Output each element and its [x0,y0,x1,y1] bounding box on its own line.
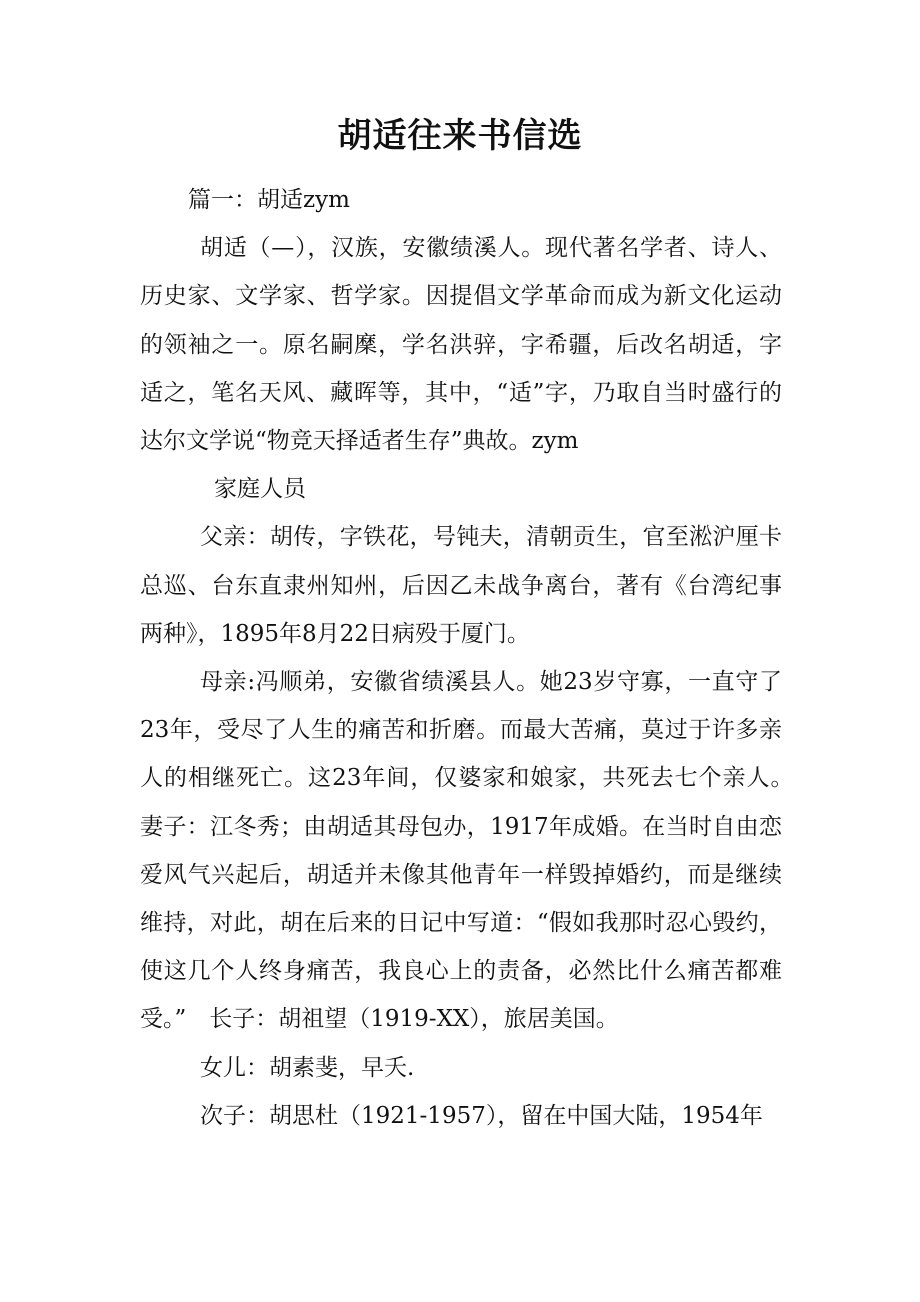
father-paragraph: 父亲：胡传，字铁花，号钝夫，清朝贡生，官至淞沪厘卡总巡、台东直隶州知州，后因乙未战争离台，著有《台湾纪事两种》，1895年8月22日病殁于厦门。 [140,524,782,647]
section-heading: 篇一：胡适zym [188,187,350,213]
mother-paragraph: 母亲:冯顺弟，安徽省绩溪县人。她23岁守寡，一直守了23年，受尽了人生的痛苦和折磨。而最大苦痛，莫过于许多亲人的相继死亡。这23年间，仅婆家和娘家，共死去七个亲人。 妻子：江冬秀；由胡适其母包办，1917年成婚。在当时自由恋爱风气兴起后，胡适并未像其他青年一样毁掉婚约，而是继续维持，对此，胡在后来的日记中写道：“假如我那时忍心毁约，使这几个人终身痛苦，我良心上的责备，必然比什么痛苦都难受。” 长子：胡祖望（1919-XX），旅居美国。 [140,669,805,1033]
second-son-paragraph: 次子：胡思杜（1921-1957），留在中国大陆，1954年 [200,1102,763,1129]
family-heading: 家庭人员 [214,476,306,503]
intro-paragraph: 胡适（—），汉族，安徽绩溪人。现代著名学者、诗人、历史家、文学家、哲学家。因提倡文学革命而成为新文化运动的领袖之一。原名嗣穈，学名洪骍，字希疆，后改名胡适，字适之，笔名天风、藏晖等，其中，“适”字，乃取自当时盛行的达尔文学说“物竞天择适者生存”典故。zym [140,235,782,455]
daughter-paragraph: 女儿：胡素斐，早夭. [200,1054,415,1081]
document-title: 胡适往来书信选 [337,116,583,156]
document-body [140,176,805,1140]
